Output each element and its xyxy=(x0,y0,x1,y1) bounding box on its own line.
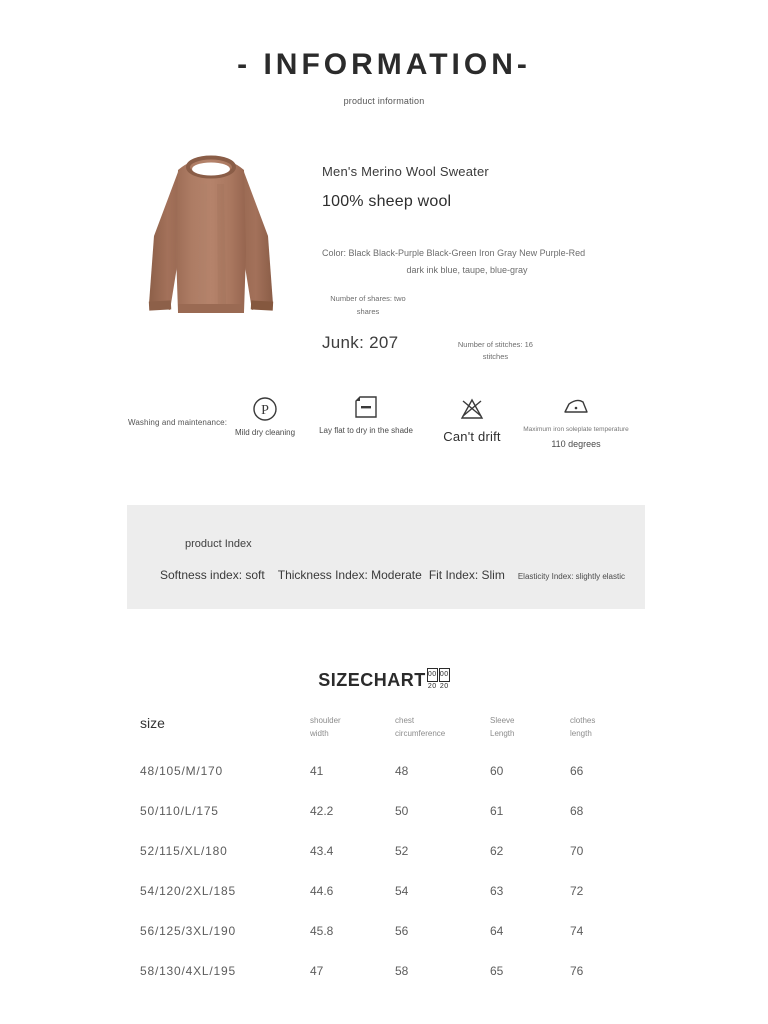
cell-chest: 58 xyxy=(395,963,409,978)
index-elasticity: Elasticity Index: slightly elastic xyxy=(517,572,625,581)
table-row xyxy=(140,751,640,791)
product-colors xyxy=(322,245,612,279)
col-header-clothes-length xyxy=(570,715,640,751)
product-name: Men's Merino Wool Sweater xyxy=(322,164,489,179)
cell-shoulder: 41 xyxy=(310,763,324,778)
page-title: - INFORMATION- xyxy=(237,48,531,81)
product-index-values xyxy=(160,568,625,582)
care-item-no-bleach xyxy=(430,396,514,447)
size-chart-heading xyxy=(0,668,768,691)
care-label-no-bleach: Can't drift xyxy=(443,429,501,444)
size-chart-table xyxy=(140,715,640,991)
product-shares: Number of shares: two shares xyxy=(330,294,406,316)
size-chart-heading-text: SIZECHART xyxy=(318,670,426,690)
col-header-shoulder-line2: width xyxy=(310,728,329,738)
product-stitches: Number of stitches: 16 stitches xyxy=(457,339,533,362)
col-header-sleeve-line2: Length xyxy=(490,728,515,738)
cell-size: 54/120/2XL/185 xyxy=(140,883,236,898)
iron-low-temp-icon xyxy=(561,394,591,418)
care-item-iron xyxy=(518,394,634,452)
care-label-iron: Maximum iron soleplate temperature xyxy=(523,426,629,433)
product-material: 100% sheep wool xyxy=(322,193,452,210)
lay-flat-dry-icon xyxy=(353,394,379,420)
col-header-chest-circumference xyxy=(395,715,490,751)
table-row xyxy=(140,951,640,991)
index-thickness: Thickness Index: Moderate xyxy=(277,568,422,582)
table-row xyxy=(140,911,640,951)
col-header-clothes-line1: clothes xyxy=(570,716,596,725)
cell-length: 72 xyxy=(570,883,584,898)
cell-length: 74 xyxy=(570,923,584,938)
dry-clean-p-icon xyxy=(252,396,278,422)
product-section xyxy=(0,144,768,364)
cell-length: 76 xyxy=(570,963,584,978)
table-row xyxy=(140,831,640,871)
cell-shoulder: 43.4 xyxy=(310,843,334,858)
product-index-panel xyxy=(127,505,645,609)
sweater-image xyxy=(140,144,282,344)
cell-sleeve: 61 xyxy=(490,803,504,818)
cell-chest: 52 xyxy=(395,843,409,858)
product-colors-line1: Color: Black Black-Purple Black-Green Iron Gray New Purple-Red xyxy=(322,248,586,258)
cell-chest: 50 xyxy=(395,803,409,818)
care-label-lay-flat-dry: Lay flat to dry in the shade xyxy=(319,426,413,435)
cell-sleeve: 64 xyxy=(490,923,504,938)
col-header-clothes-line2: length xyxy=(570,728,592,738)
col-header-shoulder-line1: shoulder xyxy=(310,716,341,725)
cell-size: 50/110/L/175 xyxy=(140,803,219,818)
col-header-size: size xyxy=(140,715,165,731)
cell-chest: 48 xyxy=(395,763,409,778)
cell-shoulder: 45.8 xyxy=(310,923,334,938)
product-photo xyxy=(140,144,282,344)
table-row xyxy=(140,871,640,911)
size-chart-header xyxy=(140,715,640,751)
col-header-sleeve-length xyxy=(490,715,570,751)
cell-shoulder: 42.2 xyxy=(310,803,334,818)
care-label-iron-temp: 110 degrees xyxy=(551,439,601,450)
product-spec-row xyxy=(322,333,612,365)
cell-length: 68 xyxy=(570,803,584,818)
col-header-shoulder-width xyxy=(310,715,395,751)
index-fit: Fit Index: Slim xyxy=(428,568,505,582)
table-row xyxy=(140,791,640,831)
cell-chest: 56 xyxy=(395,923,409,938)
cell-size: 52/115/XL/180 xyxy=(140,843,228,858)
cell-size: 56/125/3XL/190 xyxy=(140,923,236,938)
page-subtitle: product information xyxy=(343,96,425,106)
size-chart-body xyxy=(140,751,640,991)
cell-length: 70 xyxy=(570,843,584,858)
col-header-chest-line1: chest xyxy=(395,716,415,725)
tofu-box-2: 00 20 xyxy=(439,668,450,682)
product-details xyxy=(322,144,612,364)
cell-sleeve: 62 xyxy=(490,843,504,858)
cell-size: 48/105/M/170 xyxy=(140,763,223,778)
svg-text:P: P xyxy=(261,403,269,418)
cell-size: 58/130/4XL/195 xyxy=(140,963,236,978)
care-label: Washing and maintenance: xyxy=(128,418,228,427)
tofu-box-1: 00 20 xyxy=(427,668,438,682)
index-softness: Softness index: soft xyxy=(160,568,265,582)
cell-chest: 54 xyxy=(395,883,409,898)
cell-sleeve: 60 xyxy=(490,763,504,778)
col-header-sleeve-line1: Sleeve xyxy=(490,716,515,725)
table-header-row xyxy=(140,715,640,751)
care-instructions xyxy=(0,390,768,470)
cell-sleeve: 63 xyxy=(490,883,504,898)
product-junk: Junk: 207 xyxy=(322,332,399,352)
product-colors-line2: dark ink blue, taupe, blue-gray xyxy=(406,265,528,276)
cell-length: 66 xyxy=(570,763,584,778)
no-bleach-icon xyxy=(458,396,486,422)
page-header xyxy=(0,0,768,106)
cell-sleeve: 65 xyxy=(490,963,504,978)
product-index-title: product Index xyxy=(185,538,252,550)
cell-shoulder: 47 xyxy=(310,963,324,978)
cell-shoulder: 44.6 xyxy=(310,883,334,898)
care-item-lay-flat-dry xyxy=(310,394,422,437)
col-header-chest-line2: circumference xyxy=(395,728,446,738)
care-label-dry-clean: Mild dry cleaning xyxy=(234,428,296,437)
care-item-dry-clean xyxy=(222,396,308,439)
